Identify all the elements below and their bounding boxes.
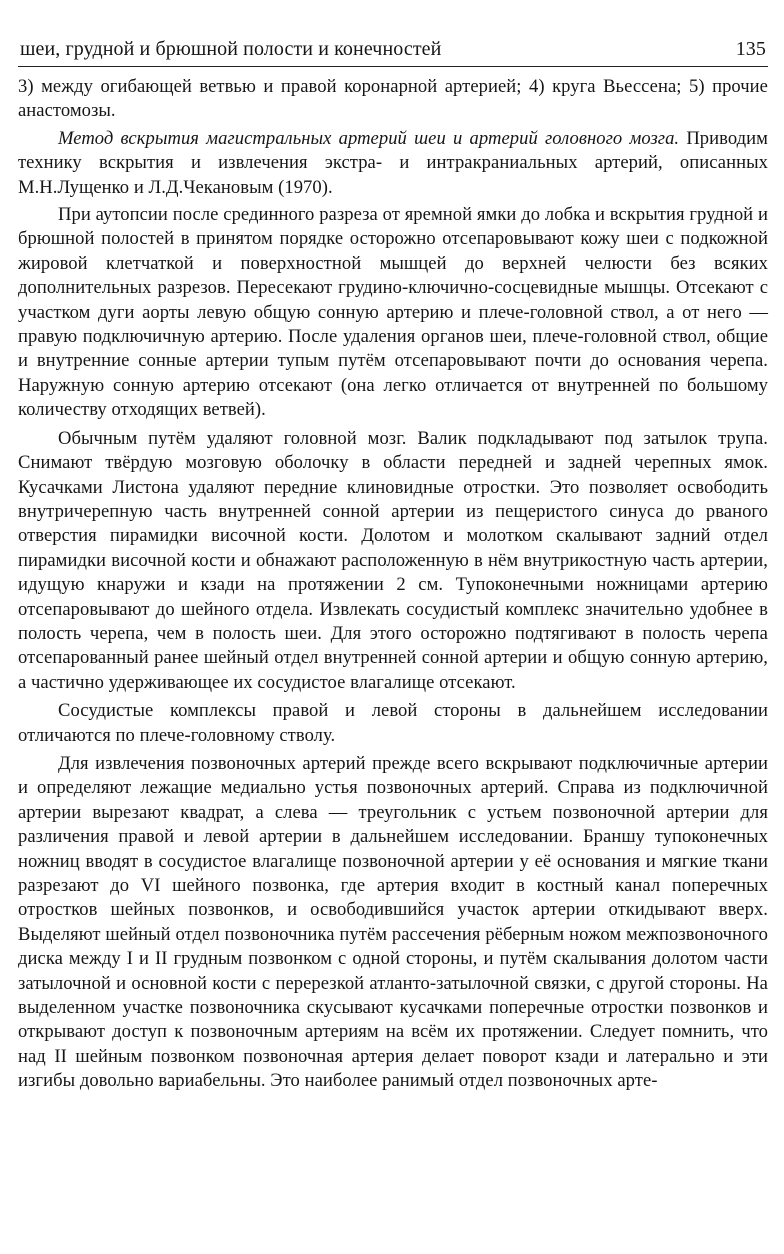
paragraph-text: Сосудистые комплексы правой и левой стороны в дальнейшем исследовании отличаются по плече-головному стволу. (18, 700, 768, 746)
page-number: 135 (735, 38, 766, 60)
paragraph-brain-removal (18, 427, 768, 695)
paragraph-vertebral-arteries (18, 752, 768, 1094)
paragraph-text: Для извлечения позвоночных артерий прежде всего вскрывают подключичные артерии и определяют лежащие медиально устья позвоночных артерий. Справа из подключичной артерии вырезают квадрат, а слева — треугольник с устьем позвоночной артерии для различения правой и левой артерии в дальнейшем исследовании. Браншу тупоконечных ножниц вводят в сосудистое влагалище позвоночной артерии у её основания и мягкие ткани разрезают до VI шейного позвонка, где артерия входит в костный канал поперечных отростков шейных позвонков, и освободившийся участок артерии откидывают вверх. Выделяют шейный отдел позвоночника путём рассечения рёберным ножом межпозвоночного диска между I и II грудным позвонком с одной стороны, и путём скалывания долотом части затылочной и основной кости с перерезкой атланто-затылочной связки, с другой стороны. На выделенном участке позвоночника скусывают кусачками поперечные отростки позвонков и открывают доступ к позвоночным артериям на всём их протяжении. Следует помнить, что над II шейным позвонком позвоночная артерия делает поворот кзади и латерально и эти изгибы довольно вариабельны. Это наиболее ранимый отдел позвоночных арте- (18, 752, 768, 1092)
paragraph-vascular-complexes (18, 699, 768, 748)
running-head-title: шеи, грудной и брюшной полости и конечностей (20, 38, 442, 60)
paragraph-method-heading (18, 127, 768, 200)
paragraph-autopsy-neck (18, 203, 768, 423)
paragraph-text: При аутопсии после срединного разреза от яремной ямки до лобка и вскрытия грудной и брюшной полостей в принятом порядке осторожно отсепаровывают кожу шеи с подкожной жировой клетчаткой и поверхностной мышцей до верхней челюсти без всяких дополнительных разрезов. Пересекают грудино-ключично-сосцевидные мышцы. Отсекают с участком дуги аорты левую общую сонную артерию и плече-головной ствол, а от него — правую подключичную артерию. После удаления органов шеи, плече-головной ствол, общие и внутренние сонные артерии тупым путём отсепаровывают почти до основания черепа. Наружную сонную артерию отсекают (она легко отличается от внутренней по большому количеству отходящих ветвей). (18, 204, 768, 421)
paragraph-text: Обычным путём удаляют головной мозг. Валик подкладывают под затылок трупа. Снимают твёрдую мозговую оболочку в области передней и задней черепных ямок. Кусачками Листона удаляют передние клиновидные отростки. Это позволяет освободить внутричерепную часть внутренней сонной артерии из пещеристого синуса до рваного отверстия пирамидки височной кости. Долотом и молотком скалывают задний отдел пирамидки височной кости и обнажают расположенную в нём внутрикостную часть артерии, идущую кнаружи и кзади на протяжении 2 см. Тупоконечными ножницами артерию отсепаровывают до шейного отдела. Извлекать сосудистый комплекс значительно удобнее в полость черепа, чем в полость шеи. Для этого осторожно подтягивают в полость черепа отсепарованный ранее шейный отдел внутренней сонной артерии и общую сонную артерию, а частично удерживающее их сосудистое влагалище отсекают. (18, 427, 768, 693)
book-page (18, 36, 768, 1098)
section-heading: Метод вскрытия магистральных артерий шеи и артерий головного мозга. (58, 127, 680, 149)
paragraph-text: 3) между огибающей ветвью и правой коронарной артерией; 4) круга Вьессена; 5) прочие анастомозы. (18, 76, 768, 122)
paragraph-text: Приводим технику вскрытия и извлечения экстра- и интракраниальных артерий, описанных М.Н.Лущенко и Л.Д.Чекановым (1970). (18, 127, 768, 198)
running-head (18, 36, 768, 67)
paragraph-anastomoses-list (18, 75, 768, 124)
body-text (18, 75, 768, 1094)
